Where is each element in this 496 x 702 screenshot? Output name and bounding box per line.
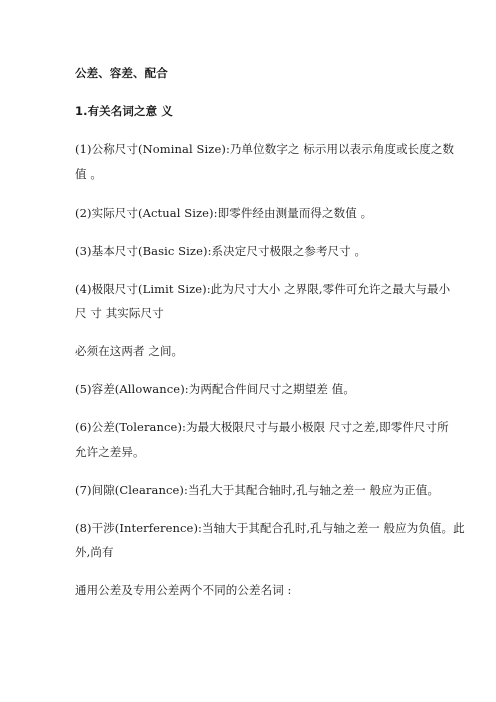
paragraph-4-line-2: 尺 寸 其实际尺寸 (75, 306, 164, 320)
paragraph-5: 必须在这两者 之间。 (75, 344, 184, 358)
paragraph-8: (7)间隙(Clearance):当孔大于其配合轴时,孔与轴之差一 般应为正值。 (75, 483, 440, 497)
paragraph-4-line-1: (4)极限尺寸(Limit Size):此为尺寸大小 之界限,零件可允许之最大与最小 (75, 282, 451, 296)
section-heading: 1.有关名词之意 义 (75, 104, 173, 118)
paragraph-6: (5)容差(Allowance):为两配合件间尺寸之期望差 值。 (75, 382, 355, 396)
paragraph-9-line-2: 外,尚有 (75, 545, 114, 559)
page-title: 公差、容差、配合 (75, 66, 168, 80)
paragraph-1-line-2: 值 。 (75, 167, 102, 181)
paragraph-2: (2)实际尺寸(Actual Size):即零件经由测量而得之数值 。 (75, 206, 373, 220)
paragraph-9-line-1: (8)干涉(Interference):当轴大于其配合孔时,孔与轴之差一 般应为负值。此 (75, 521, 465, 535)
paragraph-1-line-1: (1)公称尺寸(Nominal Size):乃单位数字之 标示用以表示角度或长度之数 (75, 142, 455, 156)
paragraph-3: (3)基本尺寸(Basic Size):系决定尺寸极限之参考尺寸 。 (75, 244, 367, 258)
paragraph-10: 通用公差及专用公差两个不同的公差名词 : (75, 583, 292, 597)
paragraph-7-line-2: 允许之差异。 (75, 445, 145, 459)
paragraph-7-line-1: (6)公差(Tolerance):为最大极限尺寸与最小极限 尺寸之差,即零件尺寸所 (75, 420, 449, 434)
